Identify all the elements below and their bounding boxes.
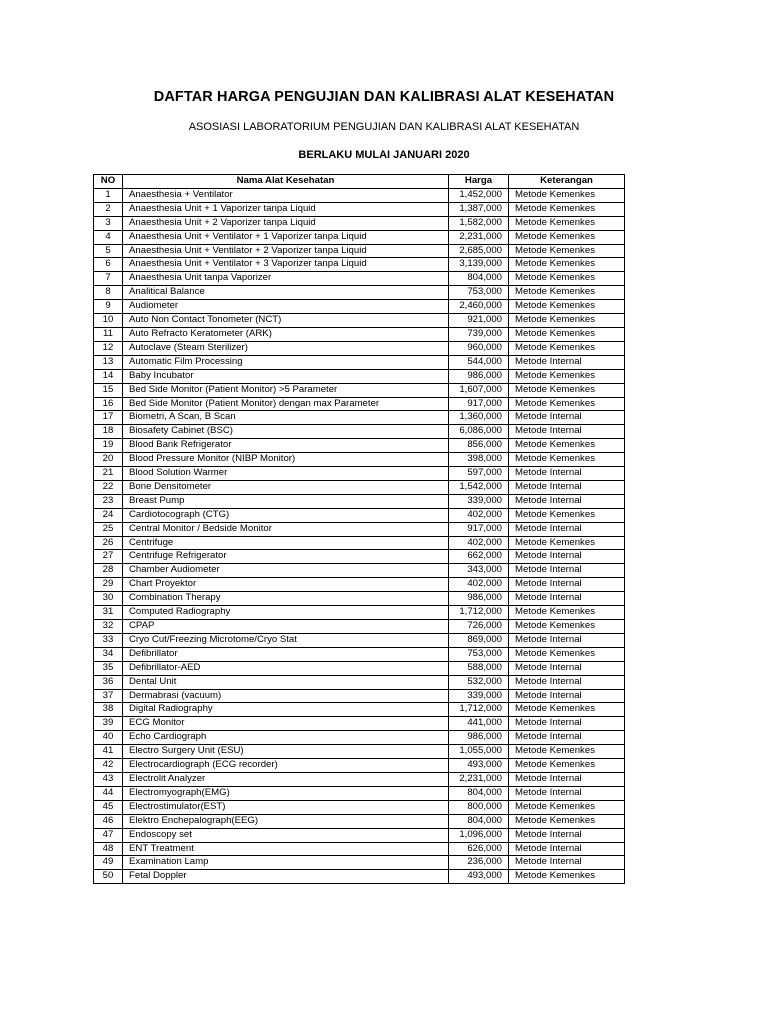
device-name: Endoscopy set <box>123 828 449 842</box>
row-number: 15 <box>94 383 123 397</box>
price-value: 869,000 <box>449 633 509 647</box>
device-name: Anaesthesia Unit + 2 Vaporizer tanpa Liquid <box>123 216 449 230</box>
device-name: Centrifuge Refrigerator <box>123 550 449 564</box>
price-value: 986,000 <box>449 369 509 383</box>
table-row <box>94 383 625 397</box>
price-value: 917,000 <box>449 522 509 536</box>
price-value: 856,000 <box>449 439 509 453</box>
price-value: 1,542,000 <box>449 480 509 494</box>
table-row <box>94 606 625 620</box>
row-number: 25 <box>94 522 123 536</box>
method-note: Metode Internal <box>509 411 625 425</box>
table-header-row <box>94 175 625 189</box>
row-number: 33 <box>94 633 123 647</box>
table-row <box>94 703 625 717</box>
row-number: 8 <box>94 286 123 300</box>
device-name: Echo Cardiograph <box>123 731 449 745</box>
method-note: Metode Internal <box>509 828 625 842</box>
method-note: Metode Kemenkes <box>509 620 625 634</box>
row-number: 27 <box>94 550 123 564</box>
row-number: 22 <box>94 480 123 494</box>
table-row <box>94 453 625 467</box>
row-number: 48 <box>94 842 123 856</box>
price-value: 753,000 <box>449 647 509 661</box>
row-number: 44 <box>94 786 123 800</box>
method-note: Metode Internal <box>509 522 625 536</box>
row-number: 6 <box>94 258 123 272</box>
table-row <box>94 828 625 842</box>
table-row <box>94 467 625 481</box>
price-value: 493,000 <box>449 759 509 773</box>
price-value: 1,360,000 <box>449 411 509 425</box>
row-number: 37 <box>94 689 123 703</box>
method-note: Metode Kemenkes <box>509 341 625 355</box>
table-row <box>94 661 625 675</box>
device-name: Anaesthesia Unit + 1 Vaporizer tanpa Liquid <box>123 202 449 216</box>
device-name: ECG Monitor <box>123 717 449 731</box>
method-note: Metode Kemenkes <box>509 188 625 202</box>
method-note: Metode Kemenkes <box>509 814 625 828</box>
row-number: 20 <box>94 453 123 467</box>
price-value: 662,000 <box>449 550 509 564</box>
row-number: 36 <box>94 675 123 689</box>
table-row <box>94 564 625 578</box>
table-row <box>94 480 625 494</box>
table-row <box>94 411 625 425</box>
row-number: 50 <box>94 870 123 884</box>
price-value: 597,000 <box>449 467 509 481</box>
method-note: Metode Kemenkes <box>509 300 625 314</box>
device-name: Computed Radiography <box>123 606 449 620</box>
price-value: 493,000 <box>449 870 509 884</box>
price-value: 402,000 <box>449 578 509 592</box>
table-row <box>94 814 625 828</box>
method-note: Metode Kemenkes <box>509 272 625 286</box>
method-note: Metode Internal <box>509 786 625 800</box>
price-value: 2,460,000 <box>449 300 509 314</box>
row-number: 43 <box>94 772 123 786</box>
price-value: 343,000 <box>449 564 509 578</box>
table-row <box>94 856 625 870</box>
header-name: Nama Alat Kesehatan <box>123 175 449 189</box>
row-number: 21 <box>94 467 123 481</box>
device-name: Analitical Balance <box>123 286 449 300</box>
row-number: 14 <box>94 369 123 383</box>
method-note: Metode Internal <box>509 689 625 703</box>
table-row <box>94 759 625 773</box>
price-value: 726,000 <box>449 620 509 634</box>
method-note: Metode Kemenkes <box>509 327 625 341</box>
method-note: Metode Internal <box>509 842 625 856</box>
row-number: 30 <box>94 592 123 606</box>
method-note: Metode Kemenkes <box>509 258 625 272</box>
method-note: Metode Kemenkes <box>509 606 625 620</box>
row-number: 31 <box>94 606 123 620</box>
price-value: 1,712,000 <box>449 703 509 717</box>
price-value: 1,055,000 <box>449 745 509 759</box>
table-body <box>94 188 625 883</box>
device-name: Electromyograph(EMG) <box>123 786 449 800</box>
table-row <box>94 341 625 355</box>
price-value: 1,387,000 <box>449 202 509 216</box>
method-note: Metode Internal <box>509 564 625 578</box>
table-row <box>94 327 625 341</box>
device-name: Breast Pump <box>123 494 449 508</box>
table-row <box>94 633 625 647</box>
device-name: Electro Surgery Unit (ESU) <box>123 745 449 759</box>
row-number: 35 <box>94 661 123 675</box>
method-note: Metode Internal <box>509 856 625 870</box>
device-name: Electrocardiograph (ECG recorder) <box>123 759 449 773</box>
device-name: CPAP <box>123 620 449 634</box>
device-name: Defibrillator-AED <box>123 661 449 675</box>
table-row <box>94 369 625 383</box>
price-table <box>93 174 625 884</box>
table-row <box>94 425 625 439</box>
method-note: Metode Kemenkes <box>509 536 625 550</box>
table-row <box>94 314 625 328</box>
method-note: Metode Internal <box>509 425 625 439</box>
device-name: Dermabrasi (vacuum) <box>123 689 449 703</box>
table-row <box>94 800 625 814</box>
price-value: 402,000 <box>449 536 509 550</box>
row-number: 16 <box>94 397 123 411</box>
price-value: 2,685,000 <box>449 244 509 258</box>
table-row <box>94 550 625 564</box>
method-note: Metode Internal <box>509 675 625 689</box>
table-row <box>94 745 625 759</box>
header-price: Harga <box>449 175 509 189</box>
price-value: 739,000 <box>449 327 509 341</box>
device-name: Blood Bank Refrigerator <box>123 439 449 453</box>
method-note: Metode Kemenkes <box>509 314 625 328</box>
row-number: 28 <box>94 564 123 578</box>
device-name: Blood Pressure Monitor (NIBP Monitor) <box>123 453 449 467</box>
device-name: Bed Side Monitor (Patient Monitor) dengan max Parameter <box>123 397 449 411</box>
method-note: Metode Kemenkes <box>509 759 625 773</box>
device-name: Defibrillator <box>123 647 449 661</box>
price-value: 960,000 <box>449 341 509 355</box>
price-value: 6,086,000 <box>449 425 509 439</box>
method-note: Metode Kemenkes <box>509 647 625 661</box>
table-row <box>94 592 625 606</box>
price-value: 532,000 <box>449 675 509 689</box>
method-note: Metode Kemenkes <box>509 508 625 522</box>
table-row <box>94 675 625 689</box>
method-note: Metode Internal <box>509 592 625 606</box>
document-subtitle: ASOSIASI LABORATORIUM PENGUJIAN DAN KALIBRASI ALAT KESEHATAN <box>188 121 580 133</box>
device-name: Autoclave (Steam Sterilizer) <box>123 341 449 355</box>
device-name: Electrostimulator(EST) <box>123 800 449 814</box>
price-value: 1,712,000 <box>449 606 509 620</box>
method-note: Metode Kemenkes <box>509 453 625 467</box>
method-note: Metode Internal <box>509 633 625 647</box>
table-row <box>94 786 625 800</box>
device-name: Baby Incubator <box>123 369 449 383</box>
row-number: 4 <box>94 230 123 244</box>
table-row <box>94 244 625 258</box>
device-name: Cardiotocograph (CTG) <box>123 508 449 522</box>
header-note: Keterangan <box>509 175 625 189</box>
effective-date: BERLAKU MULAI JANUARI 2020 <box>298 149 470 161</box>
price-value: 1,452,000 <box>449 188 509 202</box>
row-number: 12 <box>94 341 123 355</box>
document-title: DAFTAR HARGA PENGUJIAN DAN KALIBRASI ALAT KESEHATAN <box>153 89 615 105</box>
method-note: Metode Kemenkes <box>509 870 625 884</box>
row-number: 5 <box>94 244 123 258</box>
table-row <box>94 689 625 703</box>
method-note: Metode Internal <box>509 467 625 481</box>
device-name: Anaesthesia Unit tanpa Vaporizer <box>123 272 449 286</box>
row-number: 7 <box>94 272 123 286</box>
row-number: 24 <box>94 508 123 522</box>
method-note: Metode Kemenkes <box>509 216 625 230</box>
device-name: Audiometer <box>123 300 449 314</box>
method-note: Metode Kemenkes <box>509 800 625 814</box>
price-value: 626,000 <box>449 842 509 856</box>
method-note: Metode Kemenkes <box>509 230 625 244</box>
table-row <box>94 772 625 786</box>
device-name: Combination Therapy <box>123 592 449 606</box>
row-number: 9 <box>94 300 123 314</box>
price-value: 339,000 <box>449 689 509 703</box>
method-note: Metode Internal <box>509 717 625 731</box>
row-number: 17 <box>94 411 123 425</box>
method-note: Metode Internal <box>509 578 625 592</box>
device-name: Automatic Film Processing <box>123 355 449 369</box>
row-number: 40 <box>94 731 123 745</box>
device-name: Cryo Cut/Freezing Microtome/Cryo Stat <box>123 633 449 647</box>
price-value: 986,000 <box>449 731 509 745</box>
method-note: Metode Kemenkes <box>509 369 625 383</box>
method-note: Metode Internal <box>509 480 625 494</box>
price-value: 1,607,000 <box>449 383 509 397</box>
row-number: 23 <box>94 494 123 508</box>
method-note: Metode Internal <box>509 661 625 675</box>
device-name: Anaesthesia + Ventilator <box>123 188 449 202</box>
row-number: 3 <box>94 216 123 230</box>
device-name: Chamber Audiometer <box>123 564 449 578</box>
table-row <box>94 439 625 453</box>
device-name: Auto Non Contact Tonometer (NCT) <box>123 314 449 328</box>
row-number: 41 <box>94 745 123 759</box>
device-name: Anaesthesia Unit + Ventilator + 1 Vaporizer tanpa Liquid <box>123 230 449 244</box>
device-name: Auto Refracto Keratometer (ARK) <box>123 327 449 341</box>
price-value: 339,000 <box>449 494 509 508</box>
method-note: Metode Kemenkes <box>509 745 625 759</box>
row-number: 18 <box>94 425 123 439</box>
price-value: 804,000 <box>449 814 509 828</box>
device-name: Central Monitor / Bedside Monitor <box>123 522 449 536</box>
table-row <box>94 508 625 522</box>
device-name: Fetal Doppler <box>123 870 449 884</box>
table-row <box>94 397 625 411</box>
row-number: 13 <box>94 355 123 369</box>
method-note: Metode Kemenkes <box>509 397 625 411</box>
row-number: 45 <box>94 800 123 814</box>
row-number: 29 <box>94 578 123 592</box>
row-number: 19 <box>94 439 123 453</box>
table-row <box>94 494 625 508</box>
table-row <box>94 522 625 536</box>
device-name: Biosafety Cabinet (BSC) <box>123 425 449 439</box>
method-note: Metode Internal <box>509 731 625 745</box>
device-name: Centrifuge <box>123 536 449 550</box>
device-name: Chart Proyektor <box>123 578 449 592</box>
method-note: Metode Kemenkes <box>509 439 625 453</box>
row-number: 47 <box>94 828 123 842</box>
row-number: 38 <box>94 703 123 717</box>
table-row <box>94 717 625 731</box>
device-name: ENT Treatment <box>123 842 449 856</box>
row-number: 11 <box>94 327 123 341</box>
method-note: Metode Kemenkes <box>509 244 625 258</box>
table-row <box>94 258 625 272</box>
price-value: 986,000 <box>449 592 509 606</box>
row-number: 39 <box>94 717 123 731</box>
method-note: Metode Kemenkes <box>509 286 625 300</box>
table-row <box>94 578 625 592</box>
method-note: Metode Internal <box>509 355 625 369</box>
device-name: Elektro Enchepalograph(EEG) <box>123 814 449 828</box>
method-note: Metode Internal <box>509 772 625 786</box>
header-no: NO <box>94 175 123 189</box>
method-note: Metode Kemenkes <box>509 703 625 717</box>
row-number: 26 <box>94 536 123 550</box>
device-name: Bed Side Monitor (Patient Monitor) >5 Parameter <box>123 383 449 397</box>
price-value: 804,000 <box>449 272 509 286</box>
table-row <box>94 731 625 745</box>
table-row <box>94 230 625 244</box>
device-name: Blood Solution Warmer <box>123 467 449 481</box>
device-name: Bone Densitometer <box>123 480 449 494</box>
row-number: 42 <box>94 759 123 773</box>
price-value: 2,231,000 <box>449 772 509 786</box>
row-number: 1 <box>94 188 123 202</box>
row-number: 34 <box>94 647 123 661</box>
table-row <box>94 202 625 216</box>
device-name: Electrolit Analyzer <box>123 772 449 786</box>
price-value: 441,000 <box>449 717 509 731</box>
device-name: Dental Unit <box>123 675 449 689</box>
price-value: 753,000 <box>449 286 509 300</box>
price-value: 402,000 <box>449 508 509 522</box>
row-number: 2 <box>94 202 123 216</box>
row-number: 49 <box>94 856 123 870</box>
method-note: Metode Kemenkes <box>509 383 625 397</box>
price-value: 2,231,000 <box>449 230 509 244</box>
table-row <box>94 355 625 369</box>
table-row <box>94 870 625 884</box>
table-row <box>94 272 625 286</box>
price-value: 1,096,000 <box>449 828 509 842</box>
device-name: Digital Radiography <box>123 703 449 717</box>
price-value: 917,000 <box>449 397 509 411</box>
table-row <box>94 286 625 300</box>
device-name: Biometri, A Scan, B Scan <box>123 411 449 425</box>
method-note: Metode Kemenkes <box>509 202 625 216</box>
row-number: 32 <box>94 620 123 634</box>
price-value: 1,582,000 <box>449 216 509 230</box>
price-value: 804,000 <box>449 786 509 800</box>
table-row <box>94 188 625 202</box>
table-row <box>94 536 625 550</box>
device-name: Examination Lamp <box>123 856 449 870</box>
method-note: Metode Internal <box>509 494 625 508</box>
price-value: 921,000 <box>449 314 509 328</box>
price-value: 588,000 <box>449 661 509 675</box>
table-row <box>94 620 625 634</box>
row-number: 46 <box>94 814 123 828</box>
table-row <box>94 647 625 661</box>
row-number: 10 <box>94 314 123 328</box>
table-row <box>94 300 625 314</box>
method-note: Metode Internal <box>509 550 625 564</box>
price-value: 236,000 <box>449 856 509 870</box>
device-name: Anaesthesia Unit + Ventilator + 2 Vaporizer tanpa Liquid <box>123 244 449 258</box>
device-name: Anaesthesia Unit + Ventilator + 3 Vaporizer tanpa Liquid <box>123 258 449 272</box>
price-value: 544,000 <box>449 355 509 369</box>
table-row <box>94 216 625 230</box>
price-value: 398,000 <box>449 453 509 467</box>
table-row <box>94 842 625 856</box>
price-value: 800,000 <box>449 800 509 814</box>
price-value: 3,139,000 <box>449 258 509 272</box>
